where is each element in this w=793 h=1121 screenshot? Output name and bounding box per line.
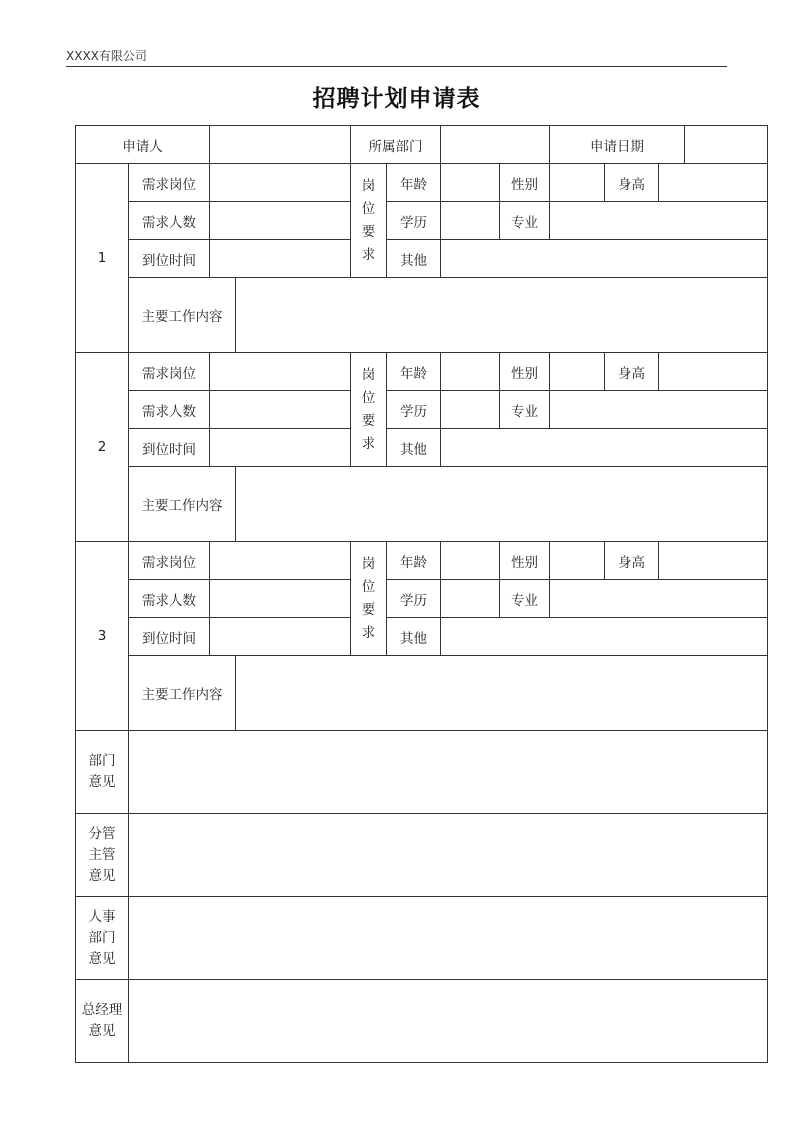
block-1-height-label: 身高: [605, 164, 659, 202]
block-1-arrival-label: 到位时间: [129, 240, 210, 278]
block-1-major-label: 专业: [500, 202, 550, 240]
block-3-education-label: 学历: [387, 580, 441, 618]
block-3-position-label: 需求岗位: [129, 542, 210, 580]
applicant-row: [76, 126, 768, 164]
approval-row-supervisor: [76, 814, 768, 897]
department-opinion-label: 部门意见: [76, 731, 129, 814]
block-3-height-field[interactable]: [659, 542, 768, 580]
block-1-row-4: [76, 278, 768, 353]
block-3-major-label: 专业: [500, 580, 550, 618]
block-3-position-field[interactable]: [210, 542, 351, 580]
block-2-requirement-label: 岗位要求: [351, 353, 387, 467]
block-2-height-label: 身高: [605, 353, 659, 391]
block-1-row-1: [76, 164, 768, 202]
block-1-age-field[interactable]: [441, 164, 500, 202]
block-3-height-label: 身高: [605, 542, 659, 580]
hr-opinion-field[interactable]: [129, 897, 768, 980]
department-label: 所属部门: [351, 126, 441, 164]
block-3-age-field[interactable]: [441, 542, 500, 580]
block-1-age-label: 年龄: [387, 164, 441, 202]
block-2-other-field[interactable]: [441, 429, 768, 467]
block-2-arrival-field[interactable]: [210, 429, 351, 467]
block-3-headcount-field[interactable]: [210, 580, 351, 618]
form-title: 招聘计划申请表: [312, 85, 481, 112]
supervisor-opinion-field[interactable]: [129, 814, 768, 897]
block-1-education-label: 学历: [387, 202, 441, 240]
block-3-major-field[interactable]: [550, 580, 768, 618]
block-3-education-field[interactable]: [441, 580, 500, 618]
block-2-gender-field[interactable]: [550, 353, 605, 391]
block-1-major-field[interactable]: [550, 202, 768, 240]
block-3-row-4: [76, 656, 768, 731]
block-3-age-label: 年龄: [387, 542, 441, 580]
block-2-duties-field[interactable]: [236, 467, 768, 542]
block-2-duties-label: 主要工作内容: [129, 467, 236, 542]
block-1-duties-field[interactable]: [236, 278, 768, 353]
apply-date-label: 申请日期: [550, 126, 685, 164]
block-2-major-field[interactable]: [550, 391, 768, 429]
block-2-row-4: [76, 467, 768, 542]
block-2-arrival-label: 到位时间: [129, 429, 210, 467]
block-2-gender-label: 性别: [500, 353, 550, 391]
block-3-gender-field[interactable]: [550, 542, 605, 580]
header-divider: [66, 66, 727, 67]
apply-date-field[interactable]: [685, 126, 768, 164]
block-2-headcount-label: 需求人数: [129, 391, 210, 429]
block-3-other-field[interactable]: [441, 618, 768, 656]
block-2-index: 2: [76, 353, 129, 542]
block-2-row-1: [76, 353, 768, 391]
department-field[interactable]: [441, 126, 550, 164]
block-3-headcount-label: 需求人数: [129, 580, 210, 618]
supervisor-opinion-label: 分管主管意见: [76, 814, 129, 897]
block-3-duties-label: 主要工作内容: [129, 656, 236, 731]
block-1-requirement-label: 岗位要求: [351, 164, 387, 278]
block-2-age-label: 年龄: [387, 353, 441, 391]
approval-row-department: [76, 731, 768, 814]
block-3-row-1: [76, 542, 768, 580]
block-1-position-label: 需求岗位: [129, 164, 210, 202]
block-1-education-field[interactable]: [441, 202, 500, 240]
block-1-index: 1: [76, 164, 129, 353]
gm-opinion-label: 总经理意见: [76, 980, 129, 1063]
block-1-headcount-label: 需求人数: [129, 202, 210, 240]
gm-opinion-field[interactable]: [129, 980, 768, 1063]
hr-opinion-label: 人事部门意见: [76, 897, 129, 980]
approval-row-gm: [76, 980, 768, 1063]
block-1-gender-label: 性别: [500, 164, 550, 202]
block-3-row-3: [76, 618, 768, 656]
block-3-arrival-field[interactable]: [210, 618, 351, 656]
block-2-height-field[interactable]: [659, 353, 768, 391]
block-2-age-field[interactable]: [441, 353, 500, 391]
block-2-education-label: 学历: [387, 391, 441, 429]
block-2-headcount-field[interactable]: [210, 391, 351, 429]
block-2-row-3: [76, 429, 768, 467]
block-3-index: 3: [76, 542, 129, 731]
applicant-label: 申请人: [76, 126, 210, 164]
block-1-arrival-field[interactable]: [210, 240, 351, 278]
block-1-duties-label: 主要工作内容: [129, 278, 236, 353]
company-name: XXXX有限公司: [66, 49, 147, 63]
applicant-field[interactable]: [210, 126, 351, 164]
recruitment-plan-form: [75, 125, 768, 1063]
block-3-gender-label: 性别: [500, 542, 550, 580]
block-1-position-field[interactable]: [210, 164, 351, 202]
block-1-headcount-field[interactable]: [210, 202, 351, 240]
block-2-position-field[interactable]: [210, 353, 351, 391]
block-2-major-label: 专业: [500, 391, 550, 429]
block-3-other-label: 其他: [387, 618, 441, 656]
block-2-row-2: [76, 391, 768, 429]
block-1-gender-field[interactable]: [550, 164, 605, 202]
block-1-row-3: [76, 240, 768, 278]
block-3-arrival-label: 到位时间: [129, 618, 210, 656]
block-1-other-field[interactable]: [441, 240, 768, 278]
block-2-position-label: 需求岗位: [129, 353, 210, 391]
department-opinion-field[interactable]: [129, 731, 768, 814]
block-3-duties-field[interactable]: [236, 656, 768, 731]
block-3-requirement-label: 岗位要求: [351, 542, 387, 656]
block-2-other-label: 其他: [387, 429, 441, 467]
block-2-education-field[interactable]: [441, 391, 500, 429]
block-3-row-2: [76, 580, 768, 618]
approval-row-hr: [76, 897, 768, 980]
block-1-other-label: 其他: [387, 240, 441, 278]
block-1-height-field[interactable]: [659, 164, 768, 202]
block-1-row-2: [76, 202, 768, 240]
